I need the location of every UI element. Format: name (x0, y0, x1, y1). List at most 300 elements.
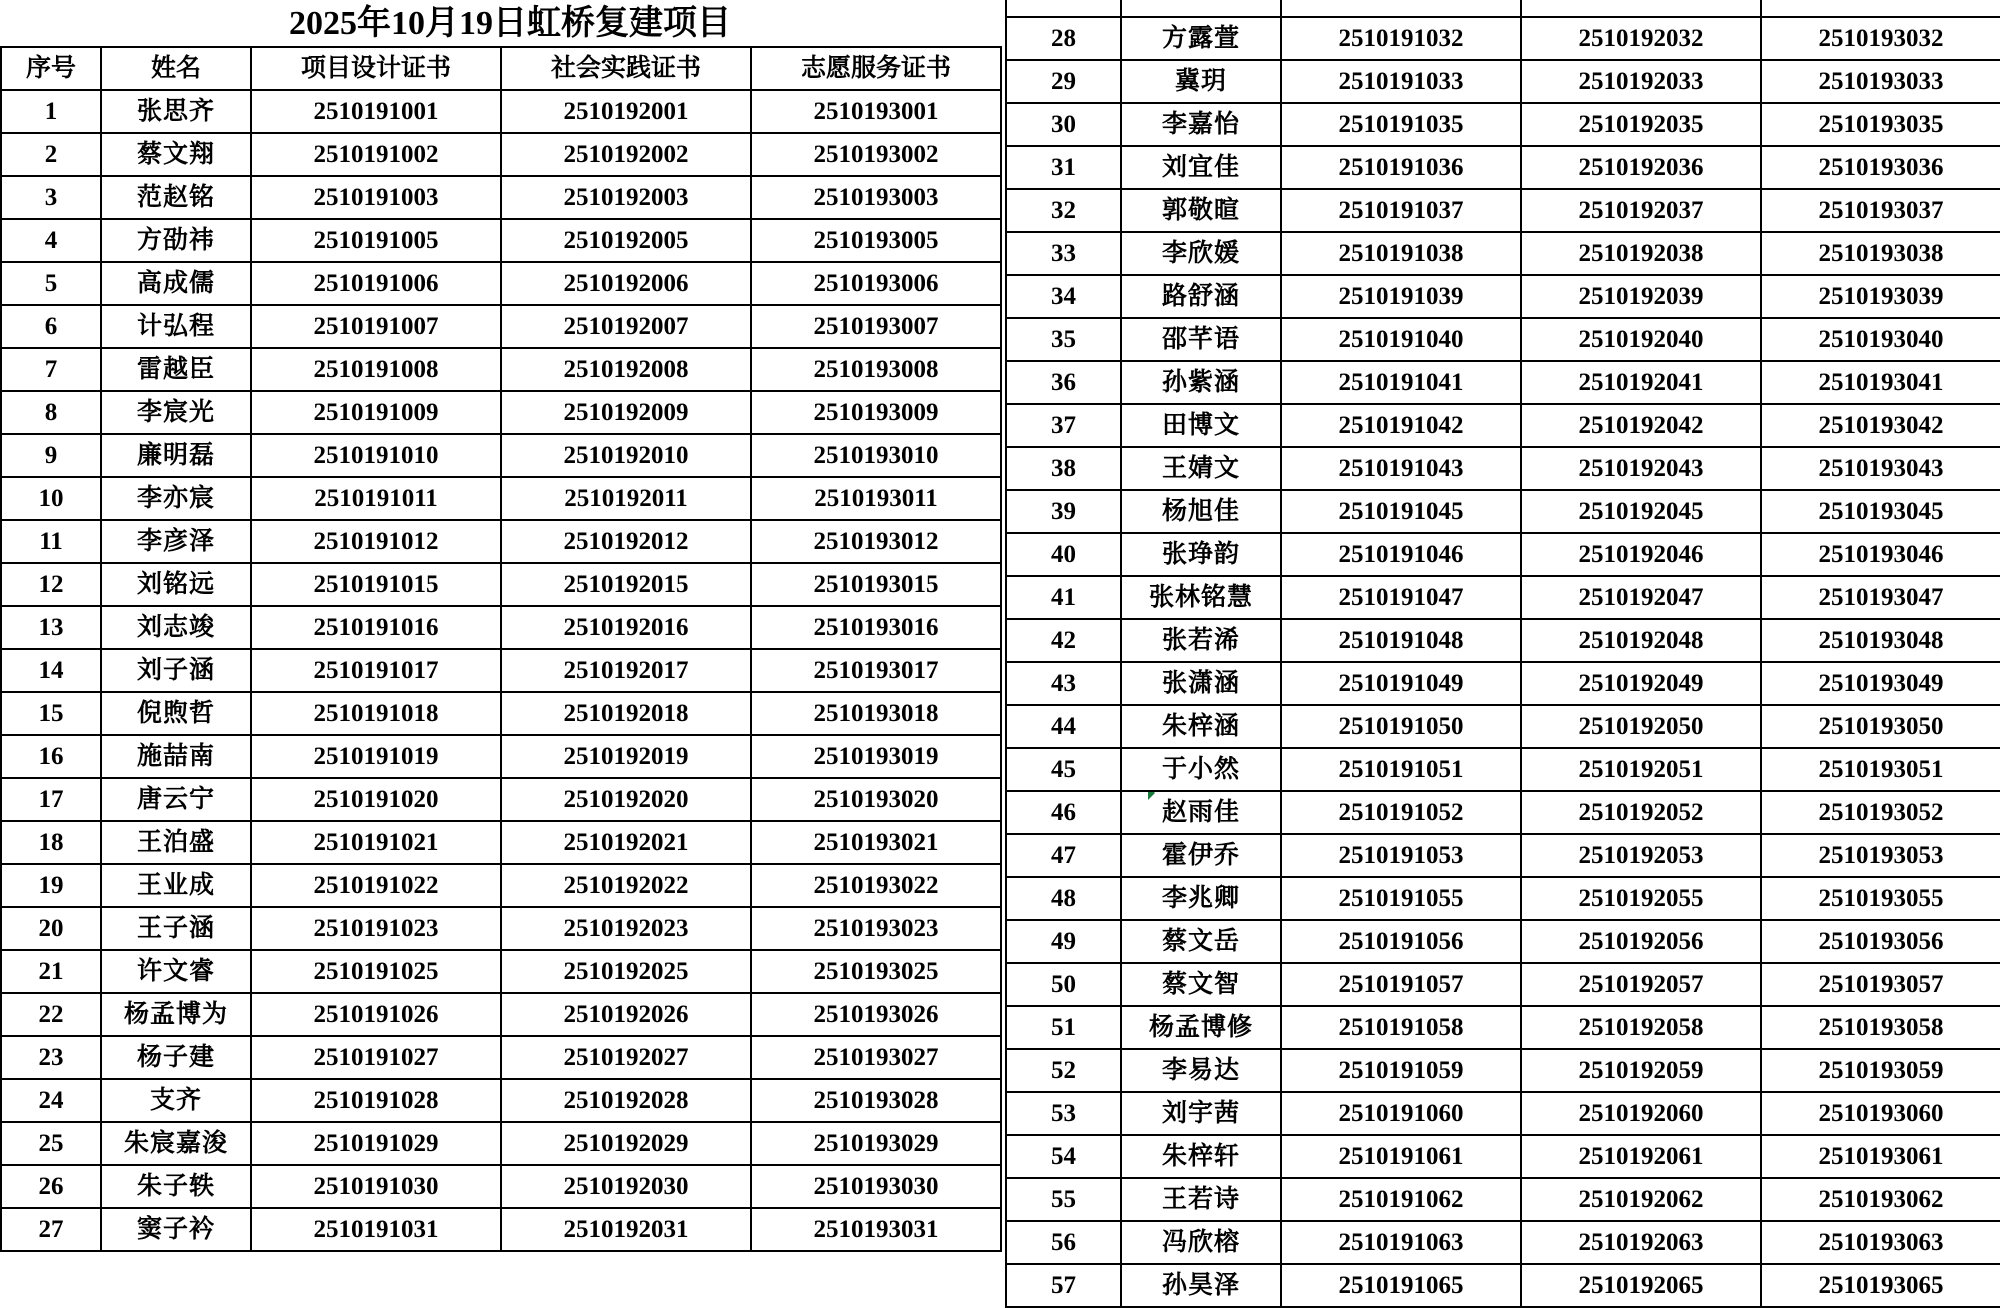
table-row (1, 692, 1001, 735)
cell-design-cert: 2510191032 (1281, 17, 1521, 60)
cell-volunteer-cert: 2510193015 (751, 563, 1001, 606)
column-header-volunteer-cert: 志愿服务证书 (751, 47, 1001, 90)
cell-practice-cert: 2510192022 (501, 864, 751, 907)
cell-volunteer-cert: 2510193043 (1761, 447, 2000, 490)
cell-design-cert: 2510191008 (251, 348, 501, 391)
cell-seq: 46 (1006, 791, 1121, 834)
cell-practice-cert: 2510192056 (1521, 920, 1761, 963)
cell-seq: 23 (1, 1036, 101, 1079)
cell-volunteer-cert: 2510193039 (1761, 275, 2000, 318)
cell-seq: 41 (1006, 576, 1121, 619)
cell-design-cert: 2510191059 (1281, 1049, 1521, 1092)
cell-name: 李嘉怡 (1121, 103, 1281, 146)
cell-practice-cert: 2510192001 (501, 90, 751, 133)
cell-practice-cert: 2510192065 (1521, 1264, 1761, 1307)
cell-volunteer-cert: 2510193053 (1761, 834, 2000, 877)
cell-name: 刘铭远 (101, 563, 251, 606)
cell-practice-cert: 2510192039 (1521, 275, 1761, 318)
table-row (1, 563, 1001, 606)
cell-volunteer-cert: 2510193061 (1761, 1135, 2000, 1178)
cell-design-cert: 2510191047 (1281, 576, 1521, 619)
cell-name: 张若浠 (1121, 619, 1281, 662)
cell-volunteer-cert: 2510193048 (1761, 619, 2000, 662)
cell-design-cert: 2510191006 (251, 262, 501, 305)
cell-design-cert: 2510191051 (1281, 748, 1521, 791)
cell-seq: 56 (1006, 1221, 1121, 1264)
cell-name: 李亦宸 (101, 477, 251, 520)
cell-seq: 48 (1006, 877, 1121, 920)
cell-seq: 17 (1, 778, 101, 821)
cell-comment-marker: 赵雨佳 (1162, 794, 1240, 832)
cell-volunteer-cert: 2510193055 (1761, 877, 2000, 920)
cell-design-cert: 2510191063 (1281, 1221, 1521, 1264)
cell-volunteer-cert: 2510193065 (1761, 1264, 2000, 1307)
cell-seq: 14 (1, 649, 101, 692)
cell-seq: 57 (1006, 1264, 1121, 1307)
table-row (1006, 103, 2000, 146)
cell-seq: 1 (1, 90, 101, 133)
table-row (1, 993, 1001, 1036)
cell-name: 范赵铭 (101, 176, 251, 219)
cell-practice-cert: 2510192061 (1521, 1135, 1761, 1178)
cell-seq: 27 (1, 1208, 101, 1251)
table-row (1006, 662, 2000, 705)
table-row (1, 348, 1001, 391)
cell-practice-cert: 2510192042 (1521, 404, 1761, 447)
cell-volunteer-cert: 2510193033 (1761, 60, 2000, 103)
cell-name: 朱梓涵 (1121, 705, 1281, 748)
cell-practice-cert: 2510192003 (501, 176, 751, 219)
cell-practice-cert: 2510192041 (1521, 361, 1761, 404)
cell-seq: 21 (1, 950, 101, 993)
cell-practice-cert: 2510192050 (1521, 705, 1761, 748)
cell-design-cert: 2510191031 (251, 1208, 501, 1251)
cell-seq: 16 (1, 735, 101, 778)
table-row (1, 90, 1001, 133)
cell-practice-cert: 2510192032 (1521, 17, 1761, 60)
table-row (1006, 447, 2000, 490)
cell-design-cert: 2510191018 (251, 692, 501, 735)
cell-practice-cert: 2510192057 (1521, 963, 1761, 1006)
table-row (1, 133, 1001, 176)
table-row (1, 1079, 1001, 1122)
cell-seq: 24 (1, 1079, 101, 1122)
cell-design-cert: 2510191033 (1281, 60, 1521, 103)
cell-design-cert: 2510191021 (251, 821, 501, 864)
cell-name: 张琤韵 (1121, 533, 1281, 576)
cell-name (1121, 791, 1281, 834)
cell-volunteer-cert: 2510193001 (751, 90, 1001, 133)
cell-clipped (1761, 0, 2000, 17)
cell-seq: 53 (1006, 1092, 1121, 1135)
cell-volunteer-cert: 2510193063 (1761, 1221, 2000, 1264)
table-row (1, 735, 1001, 778)
cell-design-cert: 2510191040 (1281, 318, 1521, 361)
cell-volunteer-cert: 2510193041 (1761, 361, 2000, 404)
cell-seq: 8 (1, 391, 101, 434)
cell-name: 张思齐 (101, 90, 251, 133)
cell-volunteer-cert: 2510193035 (1761, 103, 2000, 146)
cell-seq: 35 (1006, 318, 1121, 361)
cell-design-cert: 2510191062 (1281, 1178, 1521, 1221)
cell-volunteer-cert: 2510193036 (1761, 146, 2000, 189)
table-row (1, 907, 1001, 950)
cell-practice-cert: 2510192018 (501, 692, 751, 735)
cell-practice-cert: 2510192043 (1521, 447, 1761, 490)
cell-name: 杨孟博为 (101, 993, 251, 1036)
certificate-table-left (0, 46, 1002, 1252)
cell-seq: 25 (1, 1122, 101, 1165)
cell-practice-cert: 2510192053 (1521, 834, 1761, 877)
table-row (1006, 1092, 2000, 1135)
cell-practice-cert: 2510192026 (501, 993, 751, 1036)
cell-practice-cert: 2510192045 (1521, 490, 1761, 533)
table-row (1, 520, 1001, 563)
cell-volunteer-cert: 2510193010 (751, 434, 1001, 477)
cell-practice-cert: 2510192006 (501, 262, 751, 305)
cell-design-cert: 2510191036 (1281, 146, 1521, 189)
cell-design-cert: 2510191053 (1281, 834, 1521, 877)
cell-seq: 22 (1, 993, 101, 1036)
cell-volunteer-cert: 2510193016 (751, 606, 1001, 649)
cell-practice-cert: 2510192010 (501, 434, 751, 477)
cell-seq: 10 (1, 477, 101, 520)
cell-volunteer-cert: 2510193022 (751, 864, 1001, 907)
cell-name: 方露萱 (1121, 17, 1281, 60)
cell-practice-cert: 2510192038 (1521, 232, 1761, 275)
cell-name: 施喆南 (101, 735, 251, 778)
left-column-pane (0, 0, 1000, 1243)
cell-seq: 15 (1, 692, 101, 735)
cell-design-cert: 2510191061 (1281, 1135, 1521, 1178)
cell-volunteer-cert: 2510193020 (751, 778, 1001, 821)
cell-volunteer-cert: 2510193058 (1761, 1006, 2000, 1049)
cell-seq: 30 (1006, 103, 1121, 146)
cell-name: 廉明磊 (101, 434, 251, 477)
cell-name: 朱宸嘉浚 (101, 1122, 251, 1165)
cell-name: 冯欣榕 (1121, 1221, 1281, 1264)
cell-practice-cert: 2510192058 (1521, 1006, 1761, 1049)
cell-design-cert: 2510191043 (1281, 447, 1521, 490)
table-row (1006, 146, 2000, 189)
cell-design-cert: 2510191052 (1281, 791, 1521, 834)
cell-volunteer-cert: 2510193021 (751, 821, 1001, 864)
cell-name: 刘子涵 (101, 649, 251, 692)
cell-name: 张林铭慧 (1121, 576, 1281, 619)
cell-design-cert: 2510191003 (251, 176, 501, 219)
table-row (1, 477, 1001, 520)
cell-design-cert: 2510191058 (1281, 1006, 1521, 1049)
table-row (1006, 834, 2000, 877)
cell-practice-cert: 2510192023 (501, 907, 751, 950)
cell-seq: 42 (1006, 619, 1121, 662)
cell-practice-cert: 2510192062 (1521, 1178, 1761, 1221)
cell-practice-cert: 2510192029 (501, 1122, 751, 1165)
cell-seq: 9 (1, 434, 101, 477)
cell-practice-cert: 2510192059 (1521, 1049, 1761, 1092)
cell-practice-cert: 2510192037 (1521, 189, 1761, 232)
cell-practice-cert: 2510192011 (501, 477, 751, 520)
cell-practice-cert: 2510192007 (501, 305, 751, 348)
table-row (1006, 705, 2000, 748)
cell-design-cert: 2510191029 (251, 1122, 501, 1165)
cell-seq: 32 (1006, 189, 1121, 232)
cell-design-cert: 2510191028 (251, 1079, 501, 1122)
cell-seq: 49 (1006, 920, 1121, 963)
cell-practice-cert: 2510192016 (501, 606, 751, 649)
cell-name: 杨旭佳 (1121, 490, 1281, 533)
cell-design-cert: 2510191030 (251, 1165, 501, 1208)
cell-volunteer-cert: 2510193051 (1761, 748, 2000, 791)
cell-seq: 36 (1006, 361, 1121, 404)
cell-seq: 12 (1, 563, 101, 606)
table-row-clipped (1006, 0, 2000, 17)
table-row (1, 606, 1001, 649)
cell-design-cert: 2510191048 (1281, 619, 1521, 662)
cell-seq: 29 (1006, 60, 1121, 103)
cell-seq: 26 (1, 1165, 101, 1208)
table-header-row (1, 47, 1001, 90)
cell-design-cert: 2510191050 (1281, 705, 1521, 748)
cell-name: 李欣媛 (1121, 232, 1281, 275)
table-row (1, 219, 1001, 262)
cell-practice-cert: 2510192021 (501, 821, 751, 864)
cell-design-cert: 2510191045 (1281, 490, 1521, 533)
cell-volunteer-cert: 2510193012 (751, 520, 1001, 563)
cell-name: 路舒涵 (1121, 275, 1281, 318)
cell-volunteer-cert: 2510193031 (751, 1208, 1001, 1251)
cell-design-cert: 2510191038 (1281, 232, 1521, 275)
cell-name: 蔡文智 (1121, 963, 1281, 1006)
table-row (1, 1165, 1001, 1208)
table-row (1006, 1049, 2000, 1092)
column-header-design-cert: 项目设计证书 (251, 47, 501, 90)
cell-practice-cert: 2510192046 (1521, 533, 1761, 576)
cell-design-cert: 2510191010 (251, 434, 501, 477)
cell-design-cert: 2510191001 (251, 90, 501, 133)
cell-name: 王业成 (101, 864, 251, 907)
cell-practice-cert: 2510192036 (1521, 146, 1761, 189)
cell-practice-cert: 2510192047 (1521, 576, 1761, 619)
cell-name: 高成儒 (101, 262, 251, 305)
cell-seq: 37 (1006, 404, 1121, 447)
cell-practice-cert: 2510192060 (1521, 1092, 1761, 1135)
cell-name: 李兆卿 (1121, 877, 1281, 920)
cell-design-cert: 2510191065 (1281, 1264, 1521, 1307)
cell-volunteer-cert: 2510193008 (751, 348, 1001, 391)
cell-name: 邵芊语 (1121, 318, 1281, 361)
cell-design-cert: 2510191009 (251, 391, 501, 434)
cell-practice-cert: 2510192012 (501, 520, 751, 563)
cell-volunteer-cert: 2510193026 (751, 993, 1001, 1036)
cell-name: 窦子衿 (101, 1208, 251, 1251)
cell-name: 雷越臣 (101, 348, 251, 391)
cell-name: 王泊盛 (101, 821, 251, 864)
cell-practice-cert: 2510192063 (1521, 1221, 1761, 1264)
table-row (1006, 1006, 2000, 1049)
cell-seq: 33 (1006, 232, 1121, 275)
cell-volunteer-cert: 2510193032 (1761, 17, 2000, 60)
cell-name: 李易达 (1121, 1049, 1281, 1092)
cell-practice-cert: 2510192055 (1521, 877, 1761, 920)
table-row (1, 821, 1001, 864)
cell-seq: 39 (1006, 490, 1121, 533)
table-row (1006, 963, 2000, 1006)
cell-design-cert: 2510191042 (1281, 404, 1521, 447)
cell-name: 孙紫涵 (1121, 361, 1281, 404)
cell-name: 朱梓轩 (1121, 1135, 1281, 1178)
column-header-practice-cert: 社会实践证书 (501, 47, 751, 90)
cell-volunteer-cert: 2510193052 (1761, 791, 2000, 834)
table-row (1006, 17, 2000, 60)
cell-name: 朱子轶 (101, 1165, 251, 1208)
cell-design-cert: 2510191056 (1281, 920, 1521, 963)
cell-design-cert: 2510191039 (1281, 275, 1521, 318)
table-row (1, 778, 1001, 821)
cell-seq: 2 (1, 133, 101, 176)
cell-seq: 18 (1, 821, 101, 864)
table-row (1006, 1221, 2000, 1264)
cell-volunteer-cert: 2510193003 (751, 176, 1001, 219)
table-row (1, 649, 1001, 692)
cell-volunteer-cert: 2510193057 (1761, 963, 2000, 1006)
cell-practice-cert: 2510192027 (501, 1036, 751, 1079)
cell-seq: 54 (1006, 1135, 1121, 1178)
cell-volunteer-cert: 2510193042 (1761, 404, 2000, 447)
table-row (1, 950, 1001, 993)
certificate-table-right (1005, 0, 2000, 1308)
cell-volunteer-cert: 2510193017 (751, 649, 1001, 692)
cell-name: 田博文 (1121, 404, 1281, 447)
cell-volunteer-cert: 2510193056 (1761, 920, 2000, 963)
cell-design-cert: 2510191005 (251, 219, 501, 262)
cell-name: 刘宇茜 (1121, 1092, 1281, 1135)
cell-design-cert: 2510191022 (251, 864, 501, 907)
cell-volunteer-cert: 2510193047 (1761, 576, 2000, 619)
table-row (1, 434, 1001, 477)
table-row (1006, 877, 2000, 920)
cell-design-cert: 2510191019 (251, 735, 501, 778)
cell-name: 李宸光 (101, 391, 251, 434)
cell-volunteer-cert: 2510193025 (751, 950, 1001, 993)
cell-seq: 38 (1006, 447, 1121, 490)
cell-volunteer-cert: 2510193005 (751, 219, 1001, 262)
cell-name: 于小然 (1121, 748, 1281, 791)
cell-seq: 45 (1006, 748, 1121, 791)
cell-practice-cert: 2510192051 (1521, 748, 1761, 791)
table-row (1006, 920, 2000, 963)
cell-design-cert: 2510191057 (1281, 963, 1521, 1006)
cell-seq: 43 (1006, 662, 1121, 705)
cell-seq: 52 (1006, 1049, 1121, 1092)
table-row (1006, 361, 2000, 404)
cell-design-cert: 2510191027 (251, 1036, 501, 1079)
cell-design-cert: 2510191026 (251, 993, 501, 1036)
cell-design-cert: 2510191002 (251, 133, 501, 176)
cell-volunteer-cert: 2510193018 (751, 692, 1001, 735)
cell-design-cert: 2510191025 (251, 950, 501, 993)
cell-practice-cert: 2510192030 (501, 1165, 751, 1208)
column-header-seq: 序号 (1, 47, 101, 90)
cell-name: 唐云宁 (101, 778, 251, 821)
cell-name: 许文睿 (101, 950, 251, 993)
table-row (1, 262, 1001, 305)
cell-volunteer-cert: 2510193023 (751, 907, 1001, 950)
cell-name: 刘宜佳 (1121, 146, 1281, 189)
cell-name: 郭敬暄 (1121, 189, 1281, 232)
cell-clipped (1521, 0, 1761, 17)
cell-volunteer-cert: 2510193011 (751, 477, 1001, 520)
cell-seq: 4 (1, 219, 101, 262)
cell-volunteer-cert: 2510193038 (1761, 232, 2000, 275)
cell-name: 霍伊乔 (1121, 834, 1281, 877)
cell-practice-cert: 2510192017 (501, 649, 751, 692)
cell-practice-cert: 2510192005 (501, 219, 751, 262)
cell-practice-cert: 2510192002 (501, 133, 751, 176)
cell-volunteer-cert: 2510193006 (751, 262, 1001, 305)
table-row (1006, 232, 2000, 275)
cell-name: 张潇涵 (1121, 662, 1281, 705)
cell-name: 王婧文 (1121, 447, 1281, 490)
cell-design-cert: 2510191011 (251, 477, 501, 520)
cell-practice-cert: 2510192052 (1521, 791, 1761, 834)
cell-design-cert: 2510191041 (1281, 361, 1521, 404)
cell-volunteer-cert: 2510193009 (751, 391, 1001, 434)
cell-practice-cert: 2510192033 (1521, 60, 1761, 103)
cell-seq: 6 (1, 305, 101, 348)
cell-seq: 50 (1006, 963, 1121, 1006)
cell-volunteer-cert: 2510193002 (751, 133, 1001, 176)
table-row (1006, 533, 2000, 576)
cell-seq: 51 (1006, 1006, 1121, 1049)
table-row (1006, 275, 2000, 318)
cell-practice-cert: 2510192040 (1521, 318, 1761, 361)
cell-name: 王若诗 (1121, 1178, 1281, 1221)
cell-seq: 7 (1, 348, 101, 391)
table-row (1006, 60, 2000, 103)
cell-seq: 5 (1, 262, 101, 305)
cell-seq: 44 (1006, 705, 1121, 748)
cell-practice-cert: 2510192035 (1521, 103, 1761, 146)
cell-volunteer-cert: 2510193049 (1761, 662, 2000, 705)
cell-design-cert: 2510191049 (1281, 662, 1521, 705)
table-row (1006, 1264, 2000, 1307)
cell-seq: 34 (1006, 275, 1121, 318)
cell-seq: 13 (1, 606, 101, 649)
cell-practice-cert: 2510192009 (501, 391, 751, 434)
table-row (1, 864, 1001, 907)
cell-volunteer-cert: 2510193007 (751, 305, 1001, 348)
cell-design-cert: 2510191035 (1281, 103, 1521, 146)
table-row (1, 176, 1001, 219)
cell-practice-cert: 2510192020 (501, 778, 751, 821)
table-row (1, 305, 1001, 348)
column-header-name: 姓名 (101, 47, 251, 90)
cell-seq: 47 (1006, 834, 1121, 877)
table-row (1, 391, 1001, 434)
table-row (1006, 748, 2000, 791)
table-row (1006, 576, 2000, 619)
table-row (1, 1036, 1001, 1079)
cell-practice-cert: 2510192019 (501, 735, 751, 778)
cell-seq: 55 (1006, 1178, 1121, 1221)
table-row (1006, 189, 2000, 232)
cell-seq: 19 (1, 864, 101, 907)
cell-design-cert: 2510191046 (1281, 533, 1521, 576)
cell-practice-cert: 2510192049 (1521, 662, 1761, 705)
cell-name: 冀玥 (1121, 60, 1281, 103)
cell-seq: 31 (1006, 146, 1121, 189)
